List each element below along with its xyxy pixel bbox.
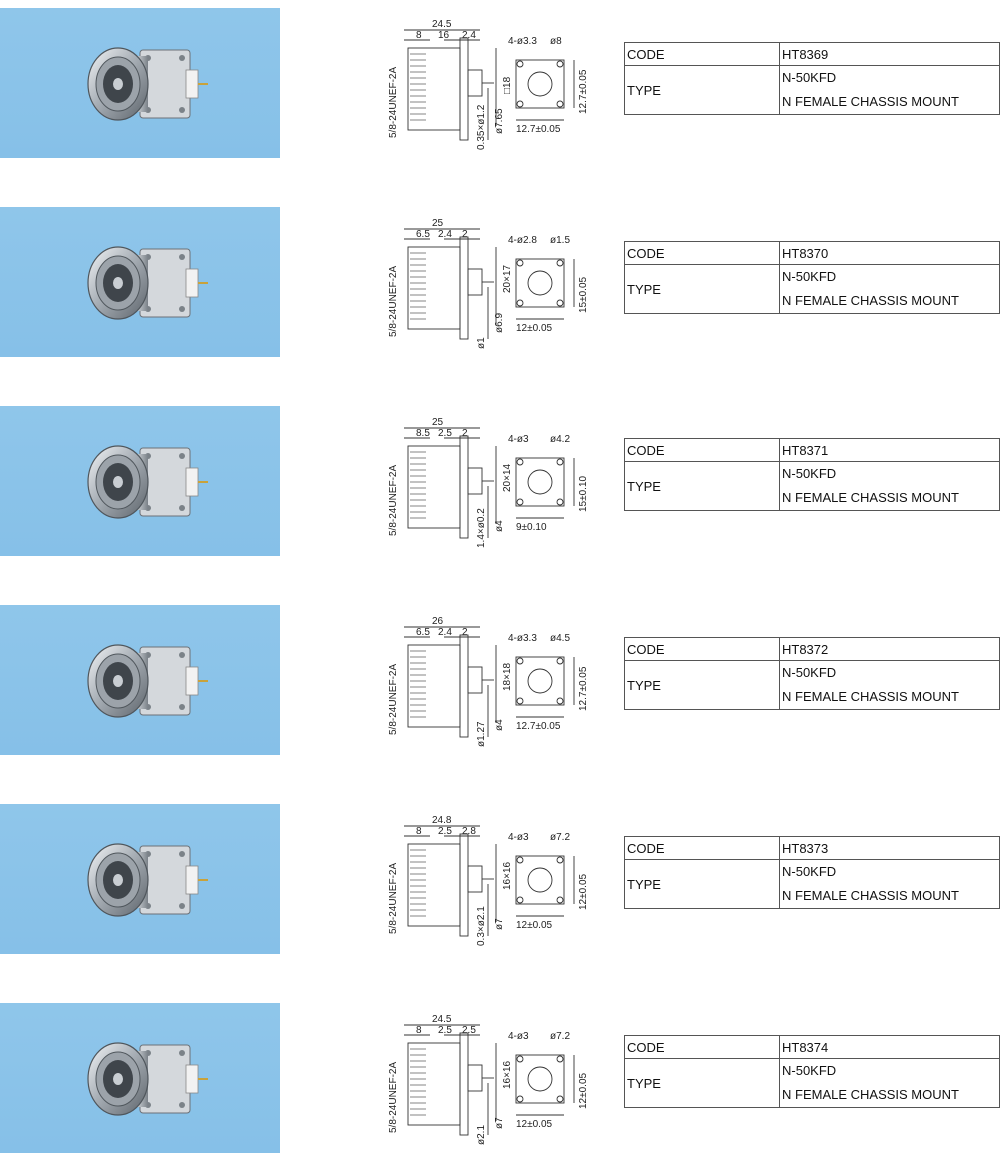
product-photo (0, 804, 280, 954)
dim-c-label: 2.5 (462, 1025, 476, 1036)
code-label: CODE (625, 242, 780, 265)
product-row (0, 804, 1000, 954)
pin-label: ø7.2 (550, 832, 571, 843)
thread-label: 5/8-24UNEF-2A (388, 66, 399, 138)
dim-c-label: 2 (462, 229, 468, 240)
side-dim-1-label: 0.35×ø1.2 (476, 104, 487, 150)
type-row (625, 1059, 1000, 1108)
right-dim-label: 12±0.05 (578, 873, 589, 910)
total-length-label: 25 (432, 218, 444, 229)
type-model: N-50KFD (782, 665, 837, 680)
code-value: HT8371 (780, 439, 1000, 462)
code-value: HT8370 (780, 242, 1000, 265)
dimension-drawing (380, 8, 612, 158)
dimension-drawing (380, 605, 612, 755)
holes-label: 4-ø3 (508, 434, 529, 445)
dim-b-label: 16 (438, 30, 450, 41)
pin-label: ø7.2 (550, 1031, 571, 1042)
product-row (0, 207, 1000, 357)
dim-b-label: 2.5 (438, 1025, 452, 1036)
side-dim-1-label: 1.4×ø0.2 (476, 508, 487, 548)
dimension-drawing (380, 1003, 612, 1153)
pin-label: ø4.5 (550, 633, 571, 644)
total-length-label: 25 (432, 417, 444, 428)
dim-a-label: 8 (416, 1025, 422, 1036)
dim-b-label: 2.5 (438, 428, 452, 439)
type-model: N-50KFD (782, 70, 837, 85)
side-dim-2-label: ø7.65 (494, 108, 505, 134)
code-value: HT8372 (780, 638, 1000, 661)
thread-label: 5/8-24UNEF-2A (388, 663, 399, 735)
thread-label: 5/8-24UNEF-2A (388, 1061, 399, 1133)
total-length-label: 24.5 (432, 1014, 452, 1025)
holes-label: 4-ø3.3 (508, 36, 537, 47)
technical-drawing (380, 207, 612, 357)
dimension-drawing (380, 207, 612, 357)
holes-label: 4-ø2.8 (508, 235, 537, 246)
type-value (780, 860, 1000, 909)
code-row (625, 43, 1000, 66)
side-dim-2-label: ø4 (494, 520, 505, 532)
type-model: N-50KFD (782, 269, 837, 284)
code-label: CODE (625, 439, 780, 462)
product-photo (0, 605, 280, 755)
dim-c-label: 2 (462, 428, 468, 439)
square-label: 18×18 (502, 662, 513, 691)
dim-a-label: 8 (416, 826, 422, 837)
bottom-dim-label: 12±0.05 (516, 920, 553, 931)
product-photo (0, 207, 280, 357)
type-description: N FEMALE CHASSIS MOUNT (782, 689, 959, 704)
type-description: N FEMALE CHASSIS MOUNT (782, 94, 959, 109)
type-row (625, 860, 1000, 909)
dim-b-label: 2.4 (438, 627, 452, 638)
technical-drawing (380, 804, 612, 954)
type-label: TYPE (625, 661, 780, 710)
dim-a-label: 6.5 (416, 627, 430, 638)
square-label: 16×16 (502, 1060, 513, 1089)
connector-photo (0, 1003, 280, 1153)
connector-photo (0, 605, 280, 755)
type-value (780, 661, 1000, 710)
type-label: TYPE (625, 1059, 780, 1108)
spec-table (624, 42, 1000, 115)
type-row (625, 265, 1000, 314)
dim-c-label: 2 (462, 627, 468, 638)
code-row (625, 638, 1000, 661)
thread-label: 5/8-24UNEF-2A (388, 265, 399, 337)
total-length-label: 24.5 (432, 19, 452, 30)
code-row (625, 439, 1000, 462)
square-label: 16×16 (502, 861, 513, 890)
total-length-label: 26 (432, 616, 444, 627)
pin-label: ø4.2 (550, 434, 571, 445)
type-label: TYPE (625, 66, 780, 115)
dim-a-label: 6.5 (416, 229, 430, 240)
dim-b-label: 2.4 (438, 229, 452, 240)
side-dim-1-label: ø2.1 (476, 1124, 487, 1145)
code-label: CODE (625, 837, 780, 860)
connector-photo (0, 406, 280, 556)
dimension-drawing (380, 804, 612, 954)
bottom-dim-label: 12.7±0.05 (516, 124, 561, 135)
holes-label: 4-ø3 (508, 832, 529, 843)
product-photo (0, 406, 280, 556)
type-description: N FEMALE CHASSIS MOUNT (782, 293, 959, 308)
product-photo (0, 1003, 280, 1153)
connector-photo (0, 804, 280, 954)
spec-table (624, 438, 1000, 511)
code-label: CODE (625, 43, 780, 66)
dimension-drawing (380, 406, 612, 556)
spec-table (624, 241, 1000, 314)
connector-photo (0, 8, 280, 158)
pin-label: ø1.5 (550, 235, 571, 246)
type-label: TYPE (625, 860, 780, 909)
thread-label: 5/8-24UNEF-2A (388, 464, 399, 536)
code-label: CODE (625, 638, 780, 661)
type-label: TYPE (625, 265, 780, 314)
code-row (625, 242, 1000, 265)
connector-photo (0, 207, 280, 357)
bottom-dim-label: 12±0.05 (516, 1119, 553, 1130)
type-model: N-50KFD (782, 864, 837, 879)
code-value: HT8374 (780, 1036, 1000, 1059)
right-dim-label: 12±0.05 (578, 1072, 589, 1109)
type-model: N-50KFD (782, 1063, 837, 1078)
dim-b-label: 2.5 (438, 826, 452, 837)
technical-drawing (380, 406, 612, 556)
side-dim-2-label: ø7 (494, 918, 505, 930)
product-photo (0, 8, 280, 158)
type-label: TYPE (625, 462, 780, 511)
type-row (625, 462, 1000, 511)
type-description: N FEMALE CHASSIS MOUNT (782, 888, 959, 903)
product-row (0, 605, 1000, 755)
type-description: N FEMALE CHASSIS MOUNT (782, 490, 959, 505)
product-row (0, 8, 1000, 158)
spec-table (624, 836, 1000, 909)
bottom-dim-label: 9±0.10 (516, 522, 547, 533)
type-model: N-50KFD (782, 466, 837, 481)
bottom-dim-label: 12±0.05 (516, 323, 553, 334)
side-dim-2-label: ø4 (494, 719, 505, 731)
code-label: CODE (625, 1036, 780, 1059)
square-label: 20×14 (502, 463, 513, 492)
type-row (625, 66, 1000, 115)
holes-label: 4-ø3.3 (508, 633, 537, 644)
side-dim-1-label: ø1 (476, 337, 487, 349)
type-description: N FEMALE CHASSIS MOUNT (782, 1087, 959, 1102)
side-dim-1-label: ø1.27 (476, 721, 487, 747)
thread-label: 5/8-24UNEF-2A (388, 862, 399, 934)
side-dim-1-label: 0.3×ø2.1 (476, 906, 487, 946)
right-dim-label: 12.7±0.05 (578, 69, 589, 114)
dim-a-label: 8.5 (416, 428, 430, 439)
square-label: 20×17 (502, 264, 513, 293)
technical-drawing (380, 1003, 612, 1153)
spec-table (624, 1035, 1000, 1108)
bottom-dim-label: 12.7±0.05 (516, 721, 561, 732)
code-value: HT8373 (780, 837, 1000, 860)
technical-drawing (380, 8, 612, 158)
dim-c-label: 2.4 (462, 30, 476, 41)
code-value: HT8369 (780, 43, 1000, 66)
side-dim-2-label: ø7 (494, 1117, 505, 1129)
side-dim-2-label: ø6.9 (494, 312, 505, 333)
type-value (780, 462, 1000, 511)
total-length-label: 24.8 (432, 815, 452, 826)
dim-a-label: 8 (416, 30, 422, 41)
product-row (0, 1003, 1000, 1153)
type-value (780, 265, 1000, 314)
type-row (625, 661, 1000, 710)
right-dim-label: 15±0.05 (578, 276, 589, 313)
code-row (625, 837, 1000, 860)
code-row (625, 1036, 1000, 1059)
right-dim-label: 15±0.10 (578, 475, 589, 512)
type-value (780, 66, 1000, 115)
dim-c-label: 2.8 (462, 826, 476, 837)
holes-label: 4-ø3 (508, 1031, 529, 1042)
spec-table (624, 637, 1000, 710)
square-label: □18 (502, 76, 513, 94)
right-dim-label: 12.7±0.05 (578, 666, 589, 711)
type-value (780, 1059, 1000, 1108)
product-row (0, 406, 1000, 556)
technical-drawing (380, 605, 612, 755)
pin-label: ø8 (550, 36, 562, 47)
